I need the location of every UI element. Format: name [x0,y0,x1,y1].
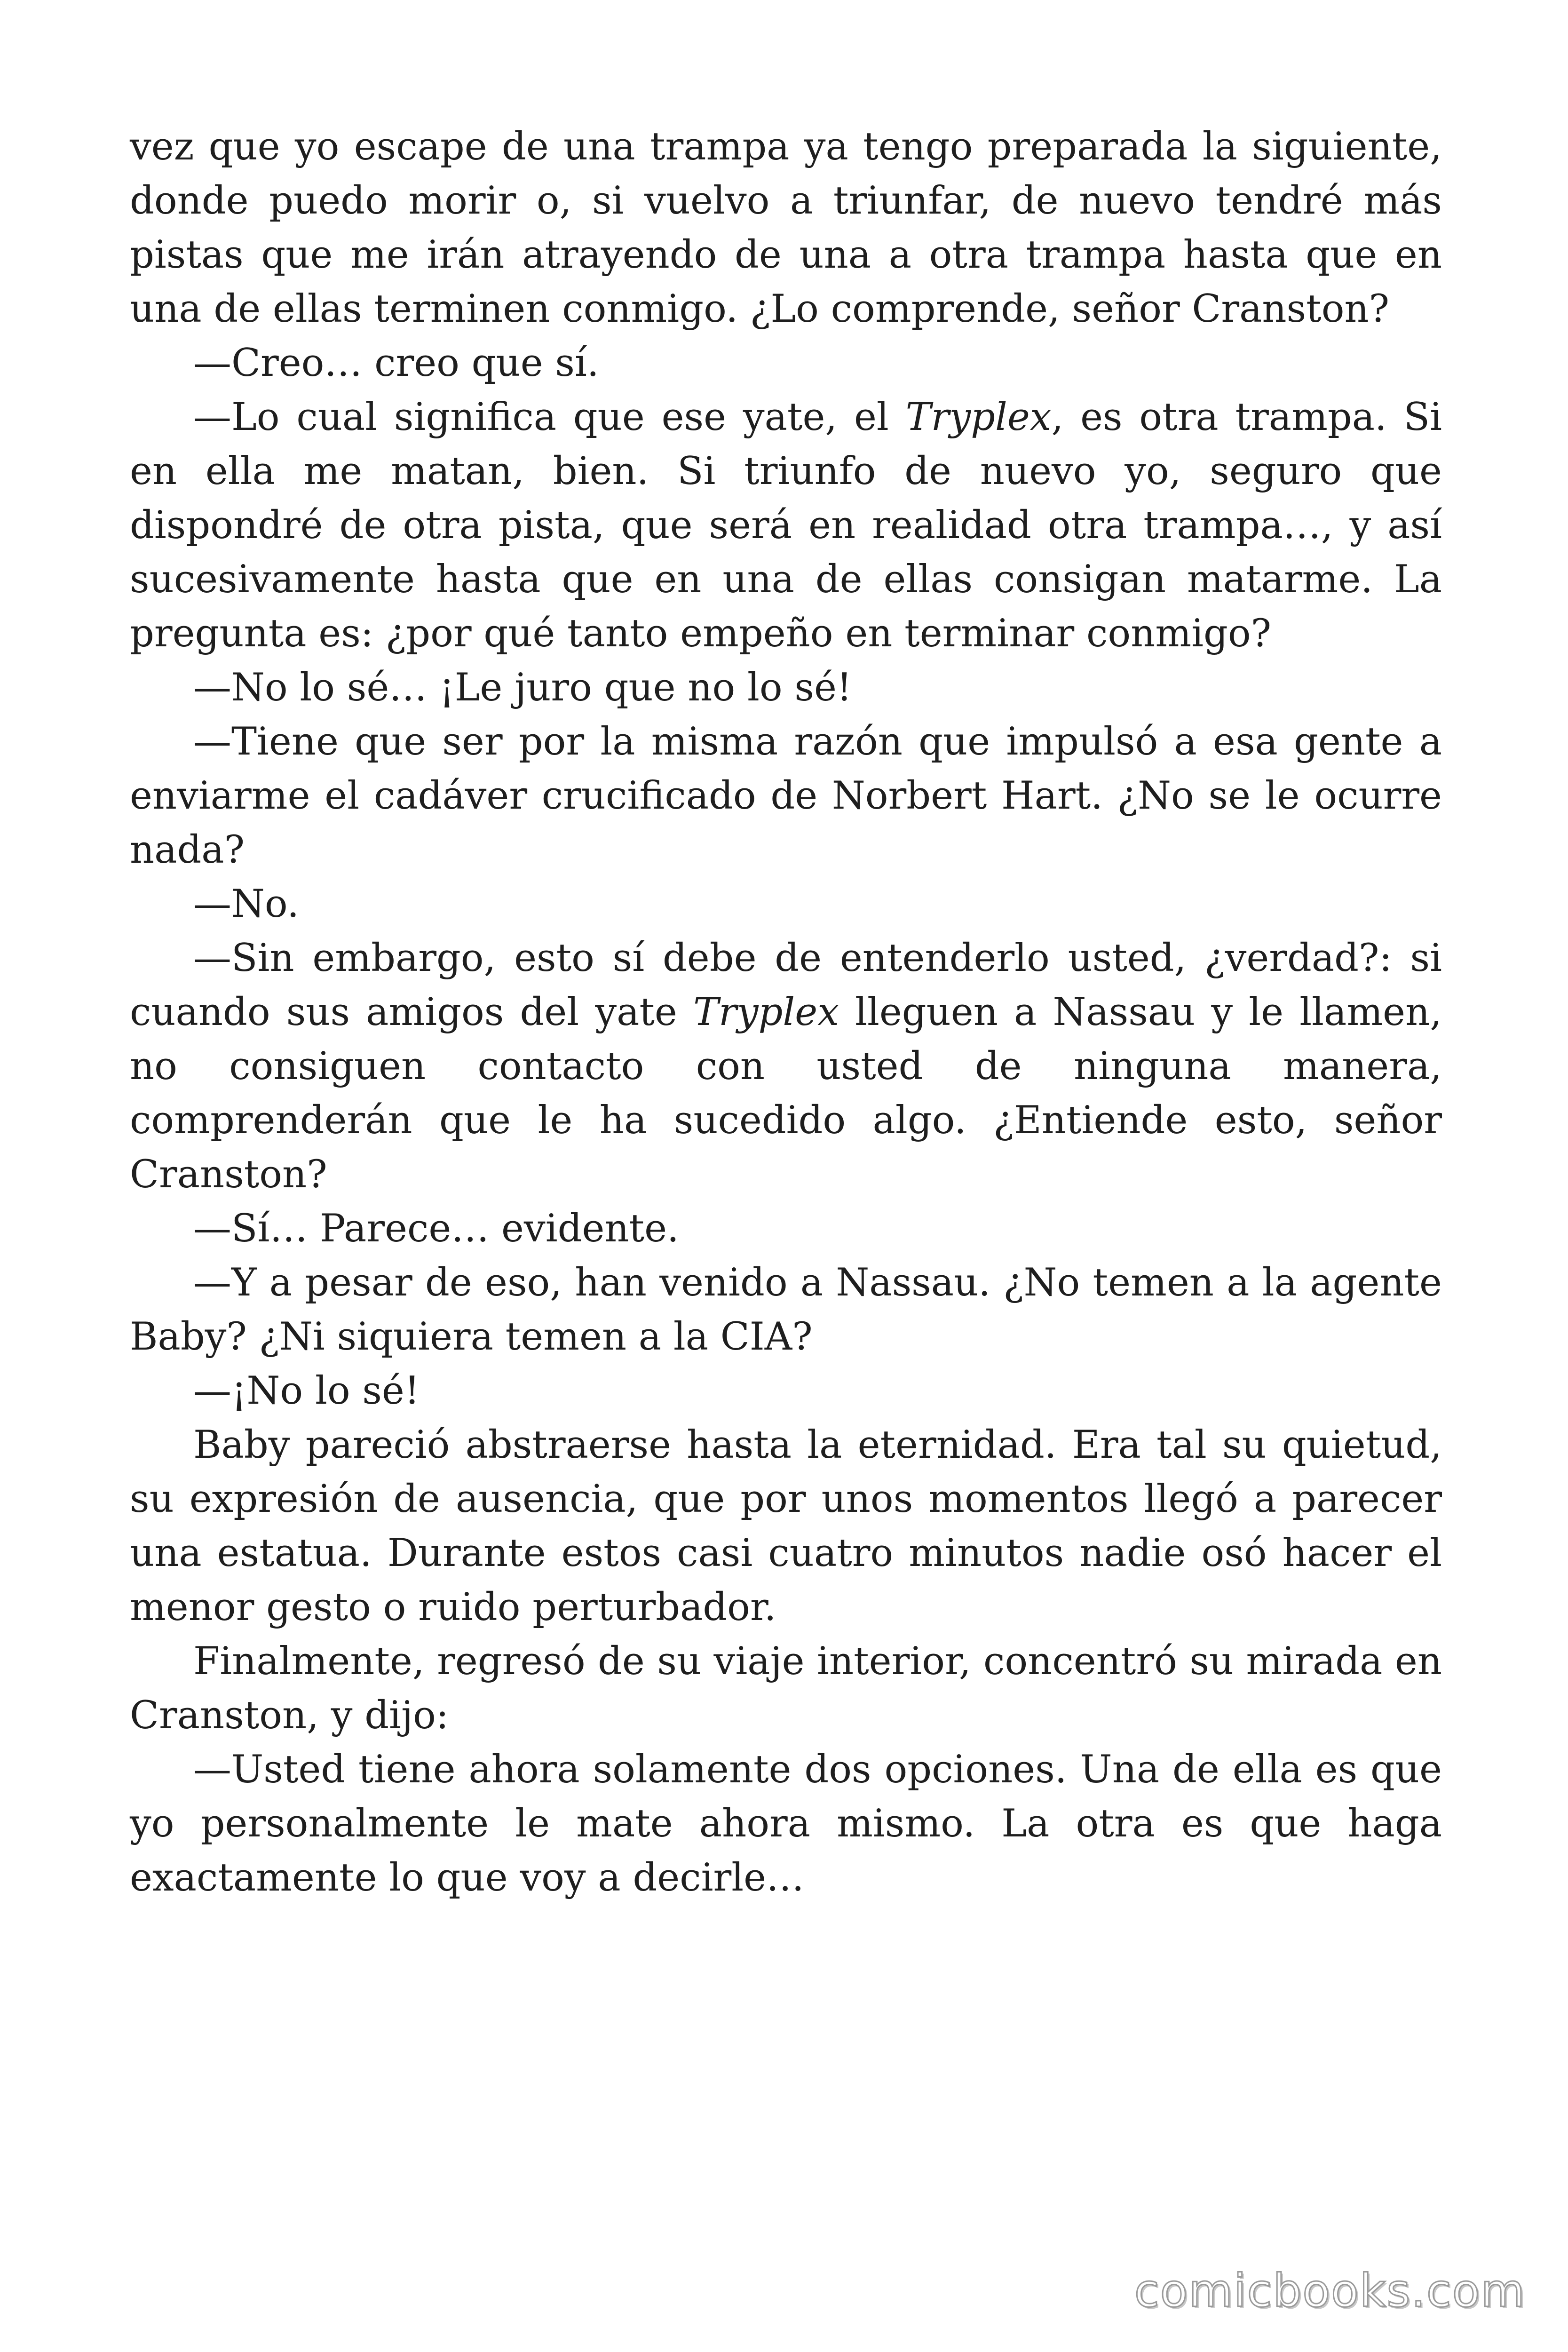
paragraph [130,1418,1442,1635]
text-run: vez que yo escape de una trampa ya tengo preparada la siguiente, donde puedo morir o, si vuelvo a triunfar, de nuevo tendré más pistas que me irán atrayendo de una a otra trampa hasta que en una de ellas terminen conmigo. ¿Lo comprende, señor Cranston? [130,125,1442,331]
text-run: —Sin embargo, esto sí debe de entenderlo usted, ¿verdad?: si cuando sus amigos del yate [130,936,1442,1034]
text-run: —Sí… Parece… evidente. [193,1207,679,1251]
text-run: —Usted tiene ahora solamente dos opciones. Una de ella es que yo personalmente le mate ahora mismo. La otra es que haga exactamente lo que voy a decirle… [130,1748,1442,1900]
text-run: Baby pareció abstraerse hasta la eternidad. Era tal su quietud, su expresión de ausencia, que por unos momentos llegó a parecer una estatua. Durante estos casi cuatro minutos nadie osó hacer el menor gesto o ruido perturbador. [130,1423,1442,1629]
body-text [130,120,1442,1905]
paragraph [130,390,1442,661]
text-run: lleguen a Nassau y le llamen, no consiguen contacto con usted de ninguna manera, comprenderán que le ha sucedido algo. ¿Entiende esto, señor Cranston? [130,990,1442,1197]
paragraph [130,661,1442,715]
italic-text: Tryplex [905,395,1052,439]
paragraph [130,1256,1442,1364]
paragraph [130,1743,1442,1905]
text-run: —Creo… creo que sí. [193,341,599,385]
italic-text: Tryplex [693,990,839,1034]
paragraph [130,1364,1442,1418]
text-run: —Lo cual significa que ese yate, el [193,395,906,439]
text-run: Finalmente, regresó de su viaje interior, concentró su mirada en Cranston, y dijo: [130,1639,1442,1738]
text-run: —Tiene que ser por la misma razón que impulsó a esa gente a enviarme el cadáver crucificado de Norbert Hart. ¿No se le ocurre nada? [130,720,1442,872]
text-run: —¡No lo sé! [193,1369,420,1413]
watermark: comicbooks.com [1134,2265,1526,2317]
paragraph [130,336,1442,390]
paragraph [130,1635,1442,1743]
paragraph [130,931,1442,1202]
text-run: —No. [193,882,299,926]
text-run: —No lo sé… ¡Le juro que no lo sé! [193,666,852,710]
paragraph [130,715,1442,877]
paragraph [130,120,1442,336]
paragraph [130,877,1442,931]
text-run: —Y a pesar de eso, han venido a Nassau. ¿No temen a la agente Baby? ¿Ni siquiera temen a la CIA? [130,1261,1442,1359]
paragraph [130,1202,1442,1256]
text-run: , es otra trampa. Si en ella me matan, bien. Si triunfo de nuevo yo, seguro que dispondré de otra pista, que será en realidad otra trampa…, y así sucesivamente hasta que en una de ellas consigan matarme. La pregunta es: ¿por qué tanto empeño en terminar conmigo? [130,395,1442,656]
